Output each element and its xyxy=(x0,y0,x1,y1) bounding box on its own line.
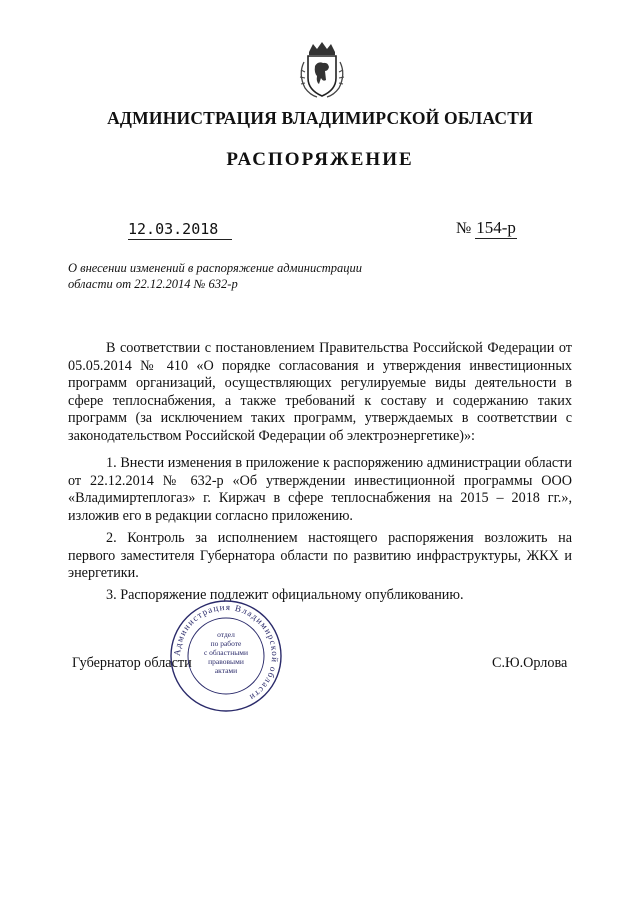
seal-line-5: актами xyxy=(214,666,238,675)
document-type: РАСПОРЯЖЕНИЕ xyxy=(226,149,414,170)
organization-title: АДМИНИСТРАЦИЯ ВЛАДИМИРСКОЙ ОБЛАСТИ xyxy=(107,108,533,128)
seal-line-2: по работе xyxy=(210,639,242,648)
seal-line-3: с областными xyxy=(203,648,249,657)
signatory-name: С.Ю.Орлова xyxy=(492,655,568,671)
document-number xyxy=(456,218,517,239)
clause-2-paragraph: 2. Контроль за исполнением настоящего распоряжения возложить на первого заместителя Губернатора области по развитию инфраструктуры, ЖКХ и энергетики. xyxy=(68,530,572,581)
document-subject xyxy=(68,260,398,292)
seal-line-1: отдел xyxy=(217,630,235,639)
seal-center-text xyxy=(188,630,264,675)
seal-line-4: правовыми xyxy=(208,657,244,666)
seal-ring-text: Администрация Владимирской области xyxy=(171,601,281,704)
subject-line-1: О внесении изменений в распоряжение администрации xyxy=(68,261,363,275)
signatory-position: Губернатор области xyxy=(72,655,192,671)
coat-of-arms-icon xyxy=(295,40,349,102)
number-prefix: № xyxy=(456,220,472,237)
subject-line-2: области от 22.12.2014 № 632-р xyxy=(68,277,238,291)
clause-3-paragraph: 3. Распоряжение подлежит официальному опубликованию. xyxy=(106,587,464,603)
document-date: 12.03.2018 xyxy=(128,220,232,240)
clause-1-paragraph: 1. Внести изменения в приложение к распоряжению администрации области от 22.12.2014 № 632-р «Об утверждении инвестиционной программы ООО «Владимиртеплогаз» г. Киржач в сфере теплоснабжения на 2015 – 2018 гг.», изложив его в редакции согласно приложению. xyxy=(68,455,572,524)
number-value: 154-р xyxy=(476,218,516,237)
preamble-paragraph: В соответствии с постановлением Правительства Российской Федерации от 05.05.2014 № 410 «О порядке согласования и утверждения инвестиционных программ организаций, осуществляющих регулируемые виды деятельности в сфере теплоснабжения, а также требований к составу и содержанию таких программ (за исключением таких программ, утверждаемых в соответствии с законодательством Российской Федерации об электроэнергетике)»: xyxy=(68,340,572,444)
